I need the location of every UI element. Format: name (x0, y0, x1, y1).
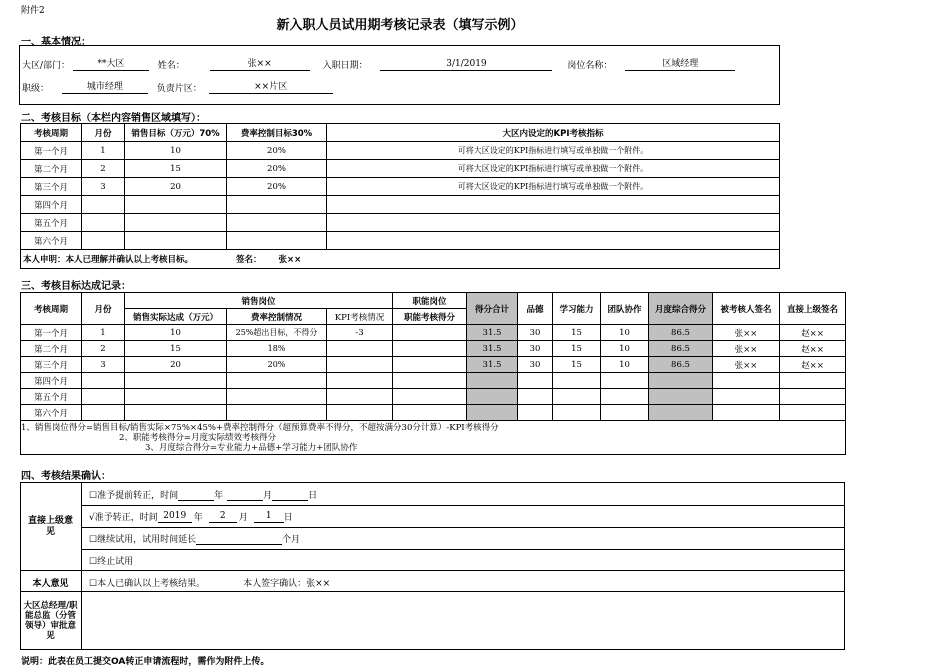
self-confirm[interactable] (89, 576, 330, 589)
achv-cell-moral[interactable] (518, 405, 553, 421)
option-normal-day[interactable]: 1 (254, 511, 284, 523)
achv-cell-learn[interactable] (553, 389, 601, 405)
note-3: 3、月度综合得分=专业能力+品德+学习能力+团队协作 (145, 443, 358, 453)
achv-cell-period: 第五个月 (21, 389, 82, 405)
option-early-month[interactable] (227, 489, 263, 501)
achv-cell-sign-self[interactable]: 张×× (713, 341, 780, 357)
basic-info-row1 (22, 58, 735, 71)
achv-cell-func-score[interactable] (393, 341, 467, 357)
target-row (21, 178, 780, 196)
self-sign: 本人签字确认：张×× (243, 579, 331, 589)
region-field[interactable]: **大区 (73, 59, 149, 71)
option-early-month-unit: 月 (263, 491, 273, 501)
achv-cell-sales-actual[interactable] (125, 389, 227, 405)
name-field[interactable]: 张×× (210, 59, 310, 71)
achv-cell-func-score[interactable] (393, 405, 467, 421)
achv-cell-moral[interactable]: 30 (518, 357, 553, 373)
target-cell-month (82, 214, 125, 232)
achv-cell-learn[interactable] (553, 373, 601, 389)
achv-cell-moral[interactable]: 30 (518, 341, 553, 357)
target-cell-period: 第三个月 (21, 178, 82, 196)
post-field[interactable]: 区域经理 (625, 59, 735, 71)
achv-cell-month (82, 389, 125, 405)
option-normal-month-unit: 月 (238, 513, 248, 523)
achv-col-moral: 品德 (518, 293, 553, 325)
target-cell-period: 第五个月 (21, 214, 82, 232)
target-cell-cost-target[interactable] (227, 196, 327, 214)
attachment-label: 附件2 (21, 6, 45, 16)
opt-line-1 (81, 505, 845, 506)
target-cell-month (82, 232, 125, 250)
achv-cell-learn[interactable]: 15 (553, 357, 601, 373)
achv-cell-sign-sup[interactable] (780, 389, 846, 405)
achv-col-kpi: KPI考核情况 (327, 309, 393, 325)
achv-cell-kpi[interactable] (327, 389, 393, 405)
achv-cell-func-score[interactable] (393, 325, 467, 341)
section2-heading: 二、考核目标（本栏内容销售区域填写）： (21, 113, 206, 124)
gm-approval-field[interactable] (82, 592, 844, 649)
achv-cell-total[interactable] (467, 405, 518, 421)
achv-cell-month (82, 405, 125, 421)
option-normal[interactable] (89, 510, 293, 523)
achv-col-month: 月份 (82, 293, 125, 325)
target-cell-sales-target[interactable]: 20 (125, 178, 227, 196)
target-row (21, 160, 780, 178)
target-cell-month: 2 (82, 160, 125, 178)
achv-cell-period: 第一个月 (21, 325, 82, 341)
achv-col-sign-sup: 直接上级签名 (780, 293, 846, 325)
note-2: 2、职能考核得分=月度实际绩效考核得分 (119, 433, 277, 443)
target-cell-period: 第二个月 (21, 160, 82, 178)
sign-label: 签名： (235, 255, 262, 265)
level-field[interactable]: 城市经理 (62, 82, 148, 94)
achv-cell-sales-actual[interactable]: 15 (125, 341, 227, 357)
basic-info-row2 (22, 81, 333, 94)
target-cell-cost-target[interactable] (227, 232, 327, 250)
sup-row-bottom (20, 570, 845, 571)
achv-cell-total[interactable] (467, 389, 518, 405)
sign-value[interactable]: 张×× (278, 255, 302, 265)
opt-line-2 (81, 527, 845, 528)
target-cell-kpi[interactable] (327, 196, 780, 214)
self-confirm-text: ☐本人已确认以上考核结果。 (89, 579, 206, 589)
achv-row (21, 405, 846, 421)
achv-col-sales-actual: 销售实际达成（万元） (125, 309, 227, 325)
gm-approval-label: 大区总经理/职能总监（分管领导）审批意见 (23, 601, 78, 641)
achv-cell-monthly[interactable] (649, 373, 713, 389)
achv-header-row1 (21, 293, 846, 309)
achv-cell-sign-self[interactable]: 张×× (713, 325, 780, 341)
region-label: 大区/部门： (22, 61, 71, 71)
target-cell-cost-target[interactable]: 20% (227, 142, 327, 160)
achv-col-func-score: 职能考核得分 (393, 309, 467, 325)
achv-cell-month: 1 (82, 325, 125, 341)
achv-group-sales: 销售岗位 (125, 293, 393, 309)
option-extend-text: ☐继续试用，试用时间延长 (89, 535, 197, 545)
declaration-text: 本人申明：本人已理解并确认以上考核目标。 (23, 255, 194, 265)
achv-col-total: 得分合计 (467, 293, 518, 325)
achv-cell-monthly[interactable]: 86.5 (649, 341, 713, 357)
target-header-row (21, 124, 780, 142)
achv-cell-kpi[interactable]: -3 (327, 325, 393, 341)
option-normal-year-unit: 年 (193, 513, 203, 523)
target-cell-kpi[interactable] (327, 232, 780, 250)
target-cell-period: 第一个月 (21, 142, 82, 160)
col-kpi: 大区内设定的KPI考核指标 (327, 124, 780, 142)
basic-info-box (19, 45, 780, 105)
declaration-row (21, 250, 780, 269)
target-cell-kpi[interactable] (327, 214, 780, 232)
option-normal-text: √准予转正，时间 (89, 513, 158, 523)
option-normal-day-unit: 日 (283, 513, 293, 523)
section4-heading: 四、考核结果确认： (21, 471, 111, 482)
achv-cell-month: 3 (82, 357, 125, 373)
achv-cell-team[interactable] (601, 373, 649, 389)
achv-row (21, 373, 846, 389)
option-extend-months[interactable] (196, 533, 282, 545)
page-title: 新入职人员试用期考核记录表（填写示例） (276, 18, 524, 33)
achv-cell-monthly[interactable] (649, 389, 713, 405)
formula-notes-row (21, 421, 846, 455)
target-cell-cost-target[interactable]: 20% (227, 178, 327, 196)
achievement-table (20, 292, 846, 455)
achv-cell-month: 2 (82, 341, 125, 357)
target-cell-month: 3 (82, 178, 125, 196)
achv-cell-sign-sup[interactable] (780, 405, 846, 421)
footer-note: 说明：此表在员工提交OA转正申请流程时，需作为附件上传。 (21, 657, 270, 667)
achv-cell-learn[interactable]: 15 (553, 325, 601, 341)
section3-heading: 三、考核目标达成记录： (21, 281, 131, 292)
achv-cell-monthly[interactable]: 86.5 (649, 325, 713, 341)
achv-group-func: 职能岗位 (393, 293, 467, 309)
achv-cell-monthly[interactable] (649, 405, 713, 421)
target-row (21, 214, 780, 232)
achv-row (21, 389, 846, 405)
achv-cell-total[interactable]: 31.5 (467, 357, 518, 373)
achv-cell-sign-self[interactable] (713, 389, 780, 405)
target-cell-month: 1 (82, 142, 125, 160)
target-cell-cost-target[interactable] (227, 214, 327, 232)
achv-cell-total[interactable] (467, 373, 518, 389)
target-cell-sales-target[interactable]: 15 (125, 160, 227, 178)
achv-cell-cost[interactable]: 25%超出目标，不得分 (227, 325, 327, 341)
achv-cell-learn[interactable]: 15 (553, 341, 601, 357)
option-early-text: ☐准予提前转正，时间 (89, 491, 179, 501)
target-row (21, 232, 780, 250)
option-normal-year[interactable]: 2019 (158, 511, 192, 523)
achv-cell-team[interactable]: 10 (601, 341, 649, 357)
achv-cell-func-score[interactable] (393, 389, 467, 405)
achv-cell-learn[interactable] (553, 405, 601, 421)
col-sales-target: 销售目标（万元）70% (125, 124, 227, 142)
achv-cell-moral[interactable] (518, 373, 553, 389)
achv-cell-sales-actual[interactable] (125, 405, 227, 421)
option-early[interactable] (89, 488, 317, 501)
achv-cell-cost[interactable] (227, 389, 327, 405)
option-extend-unit: 个月 (282, 535, 301, 545)
formula-notes (21, 421, 846, 455)
achv-cell-team[interactable]: 10 (601, 325, 649, 341)
level-label: 职级： (22, 84, 50, 94)
achv-cell-moral[interactable] (518, 389, 553, 405)
achv-cell-sign-sup[interactable]: 赵×× (780, 357, 846, 373)
achv-cell-month (82, 373, 125, 389)
achv-cell-cost[interactable]: 18% (227, 341, 327, 357)
opt-line-3 (81, 549, 845, 550)
achv-col-sign-self: 被考核人签名 (713, 293, 780, 325)
target-cell-period: 第六个月 (21, 232, 82, 250)
target-cell-sales-target[interactable]: 10 (125, 142, 227, 160)
declaration-cell (21, 250, 780, 269)
option-terminate[interactable]: ☐终止试用 (89, 557, 134, 567)
name-label: 姓名： (157, 61, 185, 71)
target-cell-kpi[interactable]: 可将大区设定的KPI指标进行填写或单独做一个附件。 (327, 142, 780, 160)
achv-cell-kpi[interactable] (327, 341, 393, 357)
achv-cell-sign-sup[interactable]: 赵×× (780, 325, 846, 341)
achv-cell-period: 第二个月 (21, 341, 82, 357)
achv-cell-sign-self[interactable] (713, 405, 780, 421)
note-1: 1、销售岗位得分=销售目标/销售实际×75%×45%+费率控制得分（超预算费率不得分，不超按满分30分计算）-KPI考核得分 (21, 423, 499, 433)
target-cell-sales-target[interactable] (125, 196, 227, 214)
option-early-day[interactable] (272, 489, 308, 501)
target-cell-sales-target[interactable] (125, 232, 227, 250)
target-table (20, 123, 780, 269)
area-label: 负责片区： (156, 84, 202, 94)
achv-cell-kpi[interactable] (327, 373, 393, 389)
achv-cell-period: 第三个月 (21, 357, 82, 373)
achv-col-team: 团队协作 (601, 293, 649, 325)
target-cell-sales-target[interactable] (125, 214, 227, 232)
target-cell-kpi[interactable]: 可将大区设定的KPI指标进行填写或单独做一个附件。 (327, 178, 780, 196)
achv-cell-sign-sup[interactable] (780, 373, 846, 389)
section1-heading: 一、基本情况： (21, 37, 91, 48)
achv-row (21, 325, 846, 341)
achv-cell-sign-self[interactable] (713, 373, 780, 389)
achv-col-cost: 费率控制情况 (227, 309, 327, 325)
target-row (21, 142, 780, 160)
target-row (21, 196, 780, 214)
supervisor-opinion-label: 直接上级意见 (28, 516, 74, 537)
achv-cell-total[interactable]: 31.5 (467, 325, 518, 341)
achv-col-period: 考核周期 (21, 293, 82, 325)
achv-col-monthly: 月度综合得分 (649, 293, 713, 325)
achv-row (21, 357, 846, 373)
achv-cell-sales-actual[interactable]: 10 (125, 325, 227, 341)
achv-cell-sign-self[interactable]: 张×× (713, 357, 780, 373)
achv-cell-team[interactable]: 10 (601, 357, 649, 373)
achv-cell-sales-actual[interactable]: 20 (125, 357, 227, 373)
option-early-year[interactable] (178, 489, 214, 501)
target-cell-month (82, 196, 125, 214)
entry-date-field[interactable]: 3/1/2019 (380, 59, 552, 71)
achv-cell-total[interactable]: 31.5 (467, 341, 518, 357)
col-month: 月份 (82, 124, 125, 142)
achv-cell-sales-actual[interactable] (125, 373, 227, 389)
achv-cell-moral[interactable]: 30 (518, 325, 553, 341)
achv-cell-cost[interactable] (227, 405, 327, 421)
achv-cell-period: 第四个月 (21, 373, 82, 389)
col-cost-target: 费率控制目标30% (227, 124, 327, 142)
post-label: 岗位名称： (567, 61, 613, 71)
target-cell-period: 第四个月 (21, 196, 82, 214)
achv-cell-cost[interactable]: 20% (227, 357, 327, 373)
option-early-year-unit: 年 (214, 491, 224, 501)
entry-date-label: 入职日期： (322, 61, 368, 71)
col-period: 考核周期 (21, 124, 82, 142)
achv-cell-sign-sup[interactable]: 赵×× (780, 341, 846, 357)
achv-cell-team[interactable] (601, 389, 649, 405)
achv-cell-func-score[interactable] (393, 373, 467, 389)
achv-cell-kpi[interactable] (327, 357, 393, 373)
area-field[interactable]: ××片区 (209, 82, 333, 94)
achv-cell-period: 第六个月 (21, 405, 82, 421)
target-cell-kpi[interactable]: 可将大区设定的KPI指标进行填写或单独做一个附件。 (327, 160, 780, 178)
option-normal-month[interactable]: 2 (209, 511, 237, 523)
self-opinion-label: 本人意见 (32, 579, 69, 589)
target-cell-cost-target[interactable]: 20% (227, 160, 327, 178)
achv-row (21, 341, 846, 357)
achv-col-learn: 学习能力 (553, 293, 601, 325)
achv-cell-cost[interactable] (227, 373, 327, 389)
option-early-day-unit: 日 (308, 491, 318, 501)
option-extend[interactable] (89, 532, 300, 545)
achv-cell-kpi[interactable] (327, 405, 393, 421)
achv-cell-func-score[interactable] (393, 357, 467, 373)
achv-cell-monthly[interactable]: 86.5 (649, 357, 713, 373)
achv-cell-team[interactable] (601, 405, 649, 421)
